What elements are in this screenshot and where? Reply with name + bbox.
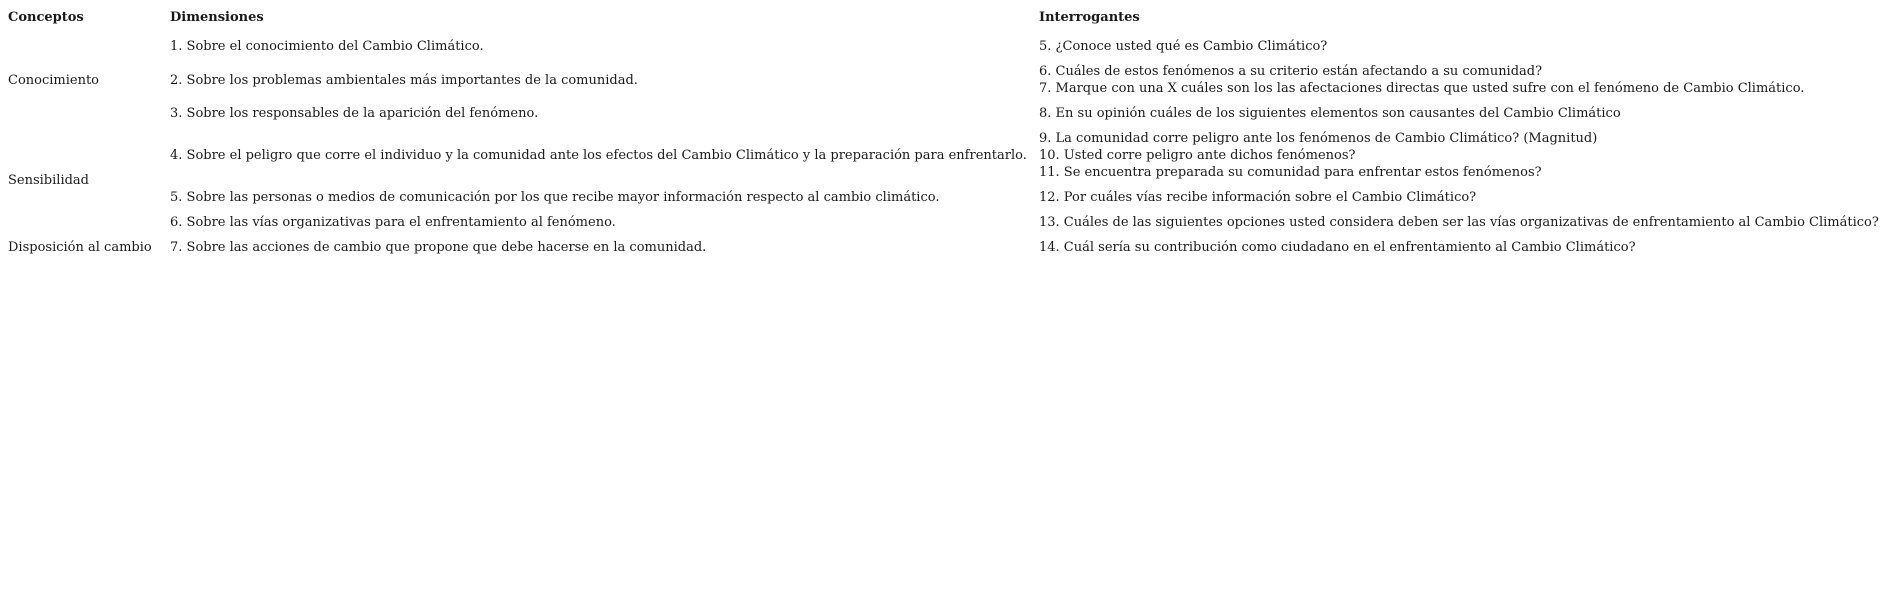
interrogante: 8. En su opinión cuáles de los siguientes elementos son causantes del Cambio Climático (1039, 106, 1621, 121)
dimension-cell: 4. Sobre el peligro que corre el individuo y la comunidad ante los efectos del Cambio Climático y la preparación para enfrentarlo. (170, 148, 1027, 163)
dimension-cell: 1. Sobre el conocimiento del Cambio Climático. (170, 39, 484, 54)
interrogantes-cell (1031, 34, 1891, 59)
table-row (0, 209, 1891, 235)
dimension-cell: 2. Sobre los problemas ambientales más importantes de la comunidad. (170, 72, 638, 88)
header-interrogantes: Interrogantes (1039, 9, 1140, 25)
concepto-conocimiento: Conocimiento (8, 72, 100, 88)
dimension-cell: 5. Sobre las personas o medios de comunicación por los que recibe mayor información respecto al cambio climático. (170, 189, 940, 205)
interrogante: 10. Usted corre peligro ante dichos fenómenos? (1039, 148, 1356, 163)
interrogantes-cell (1031, 101, 1891, 126)
interrogantes-cell (1031, 126, 1891, 185)
table-row (0, 126, 1891, 185)
interrogantes-cell (1031, 185, 1891, 209)
table-row (0, 101, 1891, 126)
interrogante: 13. Cuáles de las siguientes opciones usted considera deben ser las vías organizativas de enfrentamiento al Cambio Climático? (1039, 214, 1879, 230)
interrogante: 5. ¿Conoce usted qué es Cambio Climático? (1039, 39, 1328, 54)
dimension-cell: 7. Sobre las acciones de cambio que propone que debe hacerse en la comunidad. (170, 240, 707, 255)
table-row (0, 185, 1891, 209)
interrogante: 14. Cuál sería su contribución como ciudadano en el enfrentamiento al Cambio Climático? (1039, 240, 1636, 255)
interrogante: 9. La comunidad corre peligro ante los fenómenos de Cambio Climático? (Magnitud) (1039, 131, 1598, 146)
concepto-disposicion: Disposición al cambio (8, 240, 152, 255)
concepto-sensibilidad: Sensibilidad (8, 173, 89, 188)
interrogante: 11. Se encuentra preparada su comunidad para enfrentar estos fenómenos? (1039, 165, 1542, 180)
interrogantes-cell (1031, 209, 1891, 235)
table-header-row (0, 0, 1891, 34)
interrogante: 6. Cuáles de estos fenómenos a su criterio están afectando a su comunidad? (1039, 64, 1543, 79)
interrogante: 7. Marque con una X cuáles son los las afectaciones directas que usted sufre con el fenómeno de Cambio Climático. (1039, 81, 1805, 96)
interrogante: 12. Por cuáles vías recibe información sobre el Cambio Climático? (1039, 189, 1477, 205)
header-conceptos: Conceptos (8, 9, 84, 25)
table-row (0, 235, 1891, 260)
table-row (0, 59, 1891, 101)
interrogantes-cell (1031, 59, 1891, 101)
header-dimensiones: Dimensiones (170, 9, 264, 25)
table-row (0, 34, 1891, 59)
conceptos-table (0, 0, 1891, 260)
dimension-cell: 3. Sobre los responsables de la aparición del fenómeno. (170, 106, 539, 121)
dimension-cell: 6. Sobre las vías organizativas para el enfrentamiento al fenómeno. (170, 214, 616, 230)
interrogantes-cell (1031, 235, 1891, 260)
